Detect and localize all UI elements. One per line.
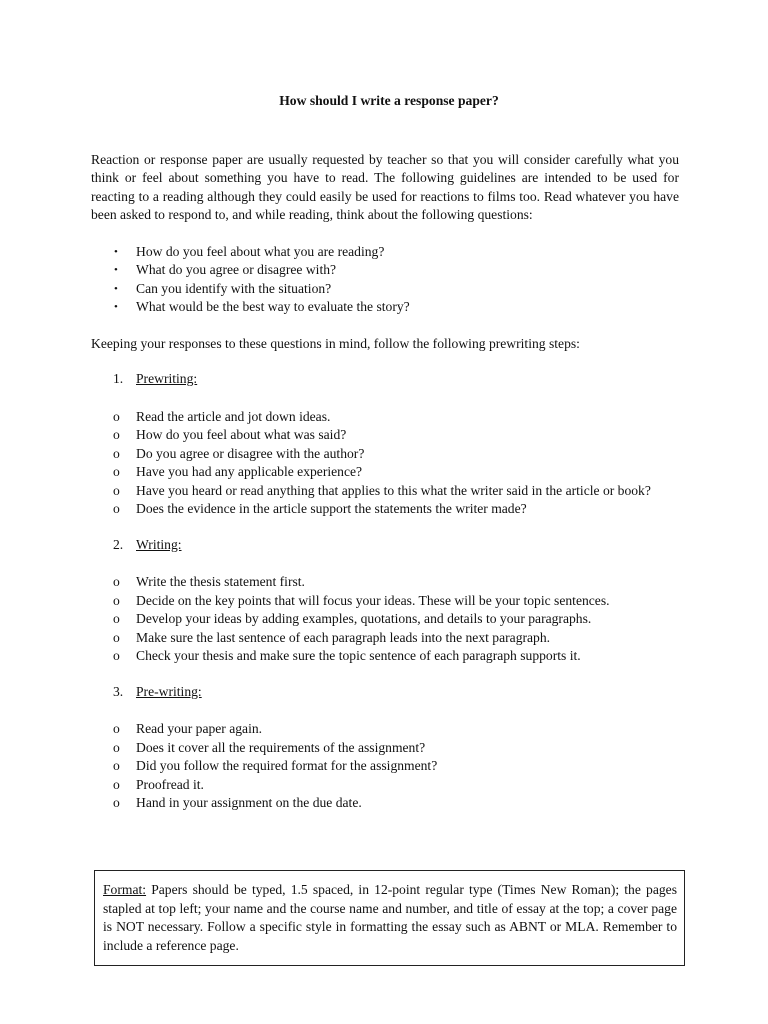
circle-bullet-icon: o: [113, 501, 120, 516]
bullet-icon: •: [114, 282, 118, 295]
circle-bullet-icon: o: [113, 739, 120, 755]
step-item: o Does it cover all the requirements of the assignment?: [91, 739, 681, 758]
circle-bullet-icon: o: [113, 574, 120, 589]
circle-bullet-icon: o: [113, 611, 120, 626]
step-item: o Did you follow the required format for the assignment?: [91, 757, 681, 776]
step-item: o Have you had any applicable experience?: [91, 463, 681, 482]
step-heading-pre-writing: [91, 683, 681, 702]
step-item: o Check your thesis and make sure the topic sentence of each paragraph supports it.: [91, 647, 681, 666]
step-item: o Hand in your assignment on the due date.: [91, 794, 681, 813]
step-number: 3.: [113, 683, 124, 699]
step-heading-writing: [91, 536, 681, 555]
step-item: o Read the article and jot down ideas.: [91, 408, 681, 427]
step-label: Prewriting:: [136, 371, 198, 386]
document-page: [91, 92, 681, 813]
step-item: o Proofread it.: [91, 776, 681, 795]
question-item: • What do you agree or disagree with?: [91, 261, 681, 280]
step-item: o Read your paper again.: [91, 720, 681, 739]
steps-intro: Keeping your responses to these questions in mind, follow the following prewriting steps:: [91, 335, 580, 351]
circle-bullet-icon: o: [113, 721, 120, 736]
step-number: 2.: [113, 536, 124, 552]
step-item: o Does the evidence in the article support the statements the writer made?: [91, 500, 681, 519]
circle-bullet-icon: o: [113, 648, 120, 663]
circle-bullet-icon: o: [113, 592, 120, 608]
step-heading-prewriting: [91, 370, 681, 389]
question-item: • Can you identify with the situation?: [91, 280, 681, 299]
question-list: [91, 243, 681, 317]
page-title: How should I write a response paper?: [279, 93, 499, 108]
circle-bullet-icon: o: [113, 408, 120, 424]
step-list-pre-writing: [91, 720, 681, 813]
step-item: o Develop your ideas by adding examples, quotations, and details to your paragraphs.: [91, 610, 681, 629]
intro-paragraph: Reaction or response paper are usually requested by teacher so that you will consider carefully what you think or feel about something you have to read. The following guidelines are intended to be used for reacting to a reading although they could easily be used for reactions to films too. Read whatever you have been asked to respond to, and while reading, think about the following questions:: [91, 151, 679, 222]
circle-bullet-icon: o: [113, 445, 120, 461]
format-text: Papers should be typed, 1.5 spaced, in 12-point regular type (Times New Roman); the pages stapled at top left; your name and the course name and number, and title of essay at the top; a cover page is NOT necessary. Follow a specific style in formatting the essay such as ABNT or MLA. Remember to include a reference page.: [103, 882, 677, 953]
step-item: o Make sure the last sentence of each paragraph leads into the next paragraph.: [91, 629, 681, 648]
step-list-prewriting: [91, 408, 681, 519]
step-number: 1.: [113, 371, 124, 386]
step-list-writing: [91, 573, 681, 666]
step-item: o Decide on the key points that will focus your ideas. These will be your topic sentences.: [91, 592, 681, 611]
format-label: Format:: [103, 882, 147, 897]
step-item: o Write the thesis statement first.: [91, 573, 681, 592]
circle-bullet-icon: o: [113, 427, 120, 442]
format-note: [103, 881, 677, 955]
step-item: o Do you agree or disagree with the author?: [91, 445, 681, 464]
format-note-box: [94, 870, 685, 966]
bullet-icon: •: [114, 245, 118, 258]
circle-bullet-icon: o: [113, 795, 120, 810]
step-item: o Have you heard or read anything that applies to this what the writer said in the article or book?: [91, 482, 681, 501]
circle-bullet-icon: o: [113, 758, 120, 773]
bullet-icon: •: [114, 264, 118, 276]
step-label: Writing:: [136, 536, 182, 552]
circle-bullet-icon: o: [113, 776, 120, 792]
circle-bullet-icon: o: [113, 482, 120, 498]
question-item: • What would be the best way to evaluate the story?: [91, 298, 681, 317]
question-item: • How do you feel about what you are reading?: [91, 243, 681, 262]
bullet-icon: •: [114, 301, 118, 313]
circle-bullet-icon: o: [113, 464, 120, 479]
step-label: Pre-writing:: [136, 683, 202, 699]
circle-bullet-icon: o: [113, 629, 120, 645]
step-item: o How do you feel about what was said?: [91, 426, 681, 445]
